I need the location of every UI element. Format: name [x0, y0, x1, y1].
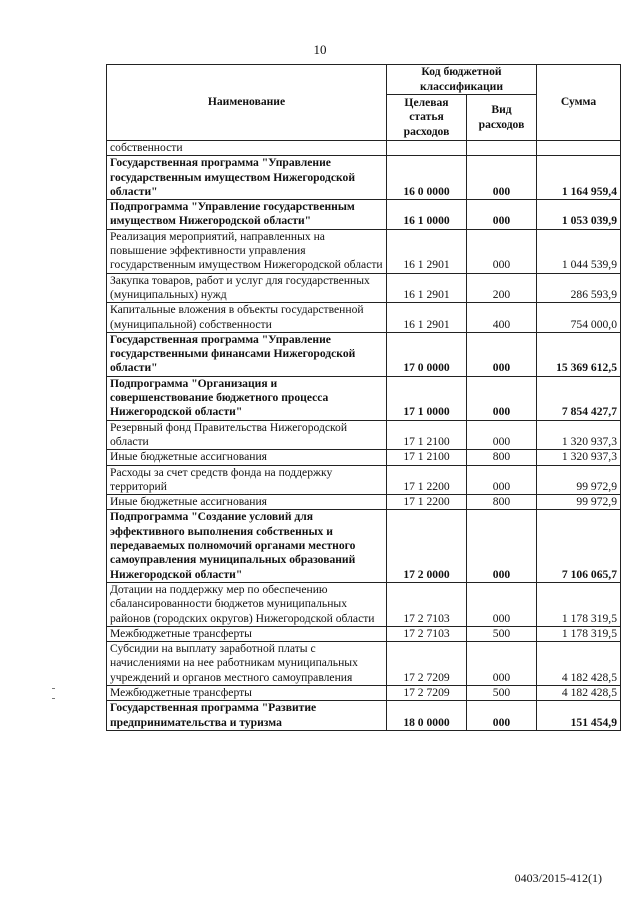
row-sum: 4 182 428,5 — [537, 642, 621, 686]
row-target-code: 16 1 2901 — [387, 273, 467, 303]
row-name: Государственная программа "Развитие предпринимательства и туризма — [107, 701, 387, 731]
header-target: Целевая статья расходов — [387, 95, 467, 141]
row-name: Резервный фонд Правительства Нижегородской области — [107, 420, 387, 450]
row-expense-type: 000 — [467, 465, 537, 495]
row-name: Реализация мероприятий, направленных на повышение эффективности управления государственным имуществом Нижегородской области — [107, 229, 387, 273]
scan-mark — [52, 698, 55, 699]
row-expense-type: 500 — [467, 626, 537, 641]
table-row — [107, 450, 621, 465]
row-target-code: 17 2 7103 — [387, 626, 467, 641]
table-row — [107, 685, 621, 700]
row-sum: 1 320 937,3 — [537, 450, 621, 465]
row-name: Иные бюджетные ассигнования — [107, 450, 387, 465]
row-expense-type: 000 — [467, 582, 537, 626]
row-sum: 286 593,9 — [537, 273, 621, 303]
row-sum: 1 320 937,3 — [537, 420, 621, 450]
scan-mark — [52, 688, 55, 689]
row-sum: 754 000,0 — [537, 303, 621, 333]
header-classification: Код бюджетной классификации — [387, 65, 537, 95]
row-target-code: 17 2 7103 — [387, 582, 467, 626]
header-name: Наименование — [107, 65, 387, 141]
row-name: Капитальные вложения в объекты государственной (муниципальной) собственности — [107, 303, 387, 333]
row-sum: 151 454,9 — [537, 701, 621, 731]
row-sum: 7 106 065,7 — [537, 510, 621, 582]
row-target-code: 18 0 0000 — [387, 701, 467, 731]
table-row — [107, 376, 621, 420]
row-expense-type: 500 — [467, 685, 537, 700]
row-target-code: 17 2 0000 — [387, 510, 467, 582]
row-target-code: 17 1 2200 — [387, 465, 467, 495]
row-target-code: 16 1 2901 — [387, 303, 467, 333]
row-name: Государственная программа "Управление государственным имуществом Нижегородской области" — [107, 156, 387, 200]
table-row — [107, 303, 621, 333]
row-expense-type: 000 — [467, 420, 537, 450]
row-target-code: 17 2 7209 — [387, 685, 467, 700]
header-sum: Сумма — [537, 65, 621, 141]
row-target-code: 16 0 0000 — [387, 156, 467, 200]
row-target-code: 17 1 2100 — [387, 420, 467, 450]
row-sum: 99 972,9 — [537, 495, 621, 510]
document-code: 0403/2015-412(1) — [514, 871, 602, 885]
row-target-code: 17 1 0000 — [387, 376, 467, 420]
row-name: Межбюджетные трансферты — [107, 626, 387, 641]
row-expense-type: 000 — [467, 701, 537, 731]
row-name: Межбюджетные трансферты — [107, 685, 387, 700]
row-name: Иные бюджетные ассигнования — [107, 495, 387, 510]
row-name: Субсидии на выплату заработной платы с начислениями на нее работникам муниципальных учреждений и органов местного самоуправления — [107, 642, 387, 686]
row-target-code: 17 1 2100 — [387, 450, 467, 465]
budget-table — [106, 64, 621, 731]
table-row — [107, 273, 621, 303]
row-sum: 99 972,9 — [537, 465, 621, 495]
table-row — [107, 582, 621, 626]
table-row — [107, 200, 621, 230]
row-name: Расходы за счет средств фонда на поддержку территорий — [107, 465, 387, 495]
row-target-code: 16 1 2901 — [387, 229, 467, 273]
row-name: Государственная программа "Управление государственными финансами Нижегородской области" — [107, 332, 387, 376]
row-sum: 1 044 539,9 — [537, 229, 621, 273]
table-row — [107, 701, 621, 731]
row-expense-type: 800 — [467, 495, 537, 510]
row-expense-type: 000 — [467, 156, 537, 200]
table-row — [107, 229, 621, 273]
row-expense-type: 000 — [467, 642, 537, 686]
row-expense-type: 400 — [467, 303, 537, 333]
table-row — [107, 642, 621, 686]
row-target-code: 17 2 7209 — [387, 642, 467, 686]
row-sum — [537, 141, 621, 156]
row-sum: 1 164 959,4 — [537, 156, 621, 200]
row-name: Подпрограмма "Организация и совершенствование бюджетного процесса Нижегородской области" — [107, 376, 387, 420]
table-row — [107, 465, 621, 495]
row-sum: 1 178 319,5 — [537, 582, 621, 626]
table-row — [107, 332, 621, 376]
row-target-code: 17 0 0000 — [387, 332, 467, 376]
row-target-code: 16 1 0000 — [387, 200, 467, 230]
row-expense-type: 000 — [467, 376, 537, 420]
row-sum: 7 854 427,7 — [537, 376, 621, 420]
row-sum: 4 182 428,5 — [537, 685, 621, 700]
table-row — [107, 156, 621, 200]
table-header — [107, 65, 621, 141]
table-row — [107, 420, 621, 450]
row-name: Дотации на поддержку мер по обеспечению сбалансированности бюджетов муниципальных районов (городских округов) Нижегородской области — [107, 582, 387, 626]
row-expense-type: 000 — [467, 229, 537, 273]
row-sum: 1 053 039,9 — [537, 200, 621, 230]
row-expense-type: 000 — [467, 200, 537, 230]
row-name: Подпрограмма "Управление государственным имуществом Нижегородской области" — [107, 200, 387, 230]
row-expense-type: 800 — [467, 450, 537, 465]
row-target-code: 17 1 2200 — [387, 495, 467, 510]
row-name: собственности — [107, 141, 387, 156]
row-sum: 15 369 612,5 — [537, 332, 621, 376]
table-row — [107, 495, 621, 510]
row-expense-type — [467, 141, 537, 156]
table-row — [107, 141, 621, 156]
table-row — [107, 626, 621, 641]
page-number: 10 — [313, 42, 327, 57]
row-expense-type: 000 — [467, 510, 537, 582]
row-name: Закупка товаров, работ и услуг для государственных (муниципальных) нужд — [107, 273, 387, 303]
row-expense-type: 000 — [467, 332, 537, 376]
header-type: Вид расходов — [467, 95, 537, 141]
row-expense-type: 200 — [467, 273, 537, 303]
table-body — [107, 141, 621, 731]
row-sum: 1 178 319,5 — [537, 626, 621, 641]
row-target-code — [387, 141, 467, 156]
table-row — [107, 510, 621, 582]
row-name: Подпрограмма "Создание условий для эффективного выполнения собственных и передаваемых полномочий органами местного самоуправления муниципальных образований Нижегородской области" — [107, 510, 387, 582]
